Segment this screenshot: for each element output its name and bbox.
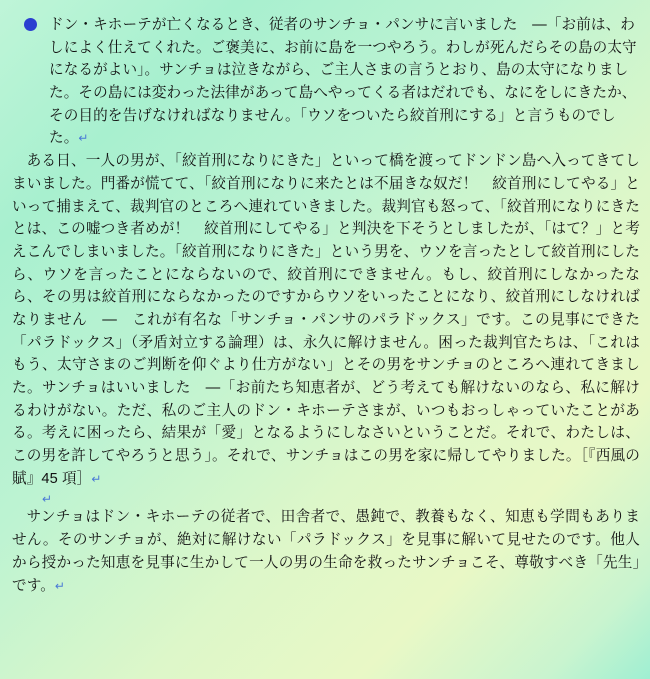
blank-line	[12, 490, 640, 506]
paragraph-block-2	[12, 150, 640, 490]
paragraph-text: ある日、一人の男が、「絞首刑になりにきた」といって橋を渡ってドンドン島へ入ってきてしまいました。門番が慌てて、「絞首刑になりに来たとは不届きな奴だ！ 絞首刑にしてやる」といって捕まえて、裁判官のところへ連れていきました。裁判官も怒って、「絞首刑になりにきたとは、この嘘つき者めが！ 絞首刑にしてやる」と判決を下そうとしましたが、「はて？」と考えこんでしまいました。「絞首刑になりにきた」という男を、ウソを言ったとして絞首刑にしたら、ウソを言ったことにならないので、絞首刑にできません。もし、絞首刑にしなかったなら、その男は絞首刑にならなかったのですからウソをいったことになり、絞首刑にしなければなりません — これが有名な「サンチョ・パンサのパラドックス」です。この見事にできた「パラドックス」（矛盾対立する論理）は、永久に解けません。困った裁判官たちは、「これはもう、太守さまのご判断を仰ぐより仕方がない」とその男をサンチョのところへ連れてきました。サンチョはいいました —「お前たち知恵者が、どう考えても解けないのなら、私に解けるわけがない。ただ、私のご主人のドン・キホーテさまが、いつもおっしゃっていたことがある。考えに困ったら、結果が「愛」となるようにしなさいということだ。それで、わたしは、この男を許してやろうと思う」。それで、サンチョはこの男を家に帰してやりました。［『西風の賦』45 項］	[12, 153, 640, 487]
blue-bullet-icon	[24, 18, 37, 31]
paragraph-end-mark: ↵	[78, 131, 89, 146]
blank-line-mark: ↵	[42, 492, 53, 507]
paragraph-text: サンチョはドン・キホーテの従者で、田舎者で、愚鈍で、教養もなく、知恵も学問もありません。そのサンチョが、絶対に解けない「パラドックス」を見事に解いて見せたのです。他人から授かった知恵を見事に生かして一人の男の生命を救ったサンチョこそ、尊敬すべき「先生」です。	[12, 509, 640, 594]
paragraph-end-mark: ↵	[91, 471, 102, 486]
paragraph-text: ドン・キホーテが亡くなるとき、従者のサンチョ・パンサに言いました —「お前は、わしによく仕えてくれた。ご褒美に、お前に島を一つやろう。わしが死んだらその島の太守になるがよい」。サンチョは泣きながら、ご主人さまの言うとおり、島の太守になりました。その島には変わった法律があって島へやってくる者はだれでも、なにをしにきたか、その目的を告げなければなりません。「ウソをついたら絞首刑にする」と言うものでした。	[49, 17, 637, 147]
paragraph-block-1	[12, 14, 640, 150]
paragraph-end-mark: ↵	[54, 578, 66, 593]
paragraph-block-3	[12, 506, 640, 597]
